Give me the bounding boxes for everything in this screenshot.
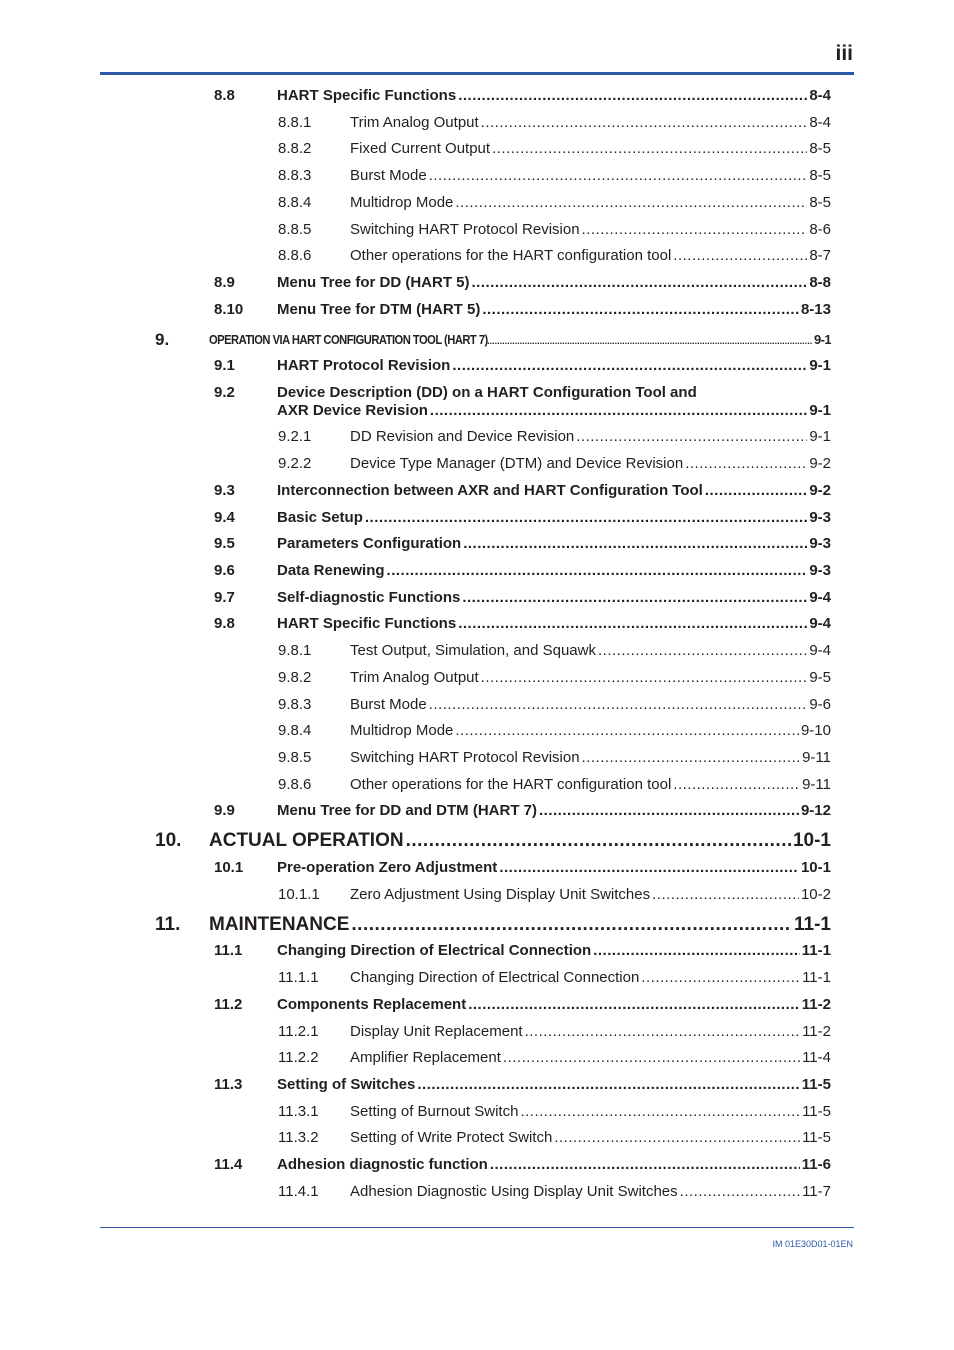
toc-dot-leader	[652, 886, 799, 904]
toc-entry-number: 11.3.1	[278, 1103, 319, 1120]
toc-entry-line	[277, 274, 831, 292]
toc-entry-page: 8-8	[809, 274, 831, 291]
toc-entry-number: 11.2	[214, 996, 243, 1013]
toc-entry-line	[277, 1076, 831, 1094]
toc-dot-leader	[481, 669, 808, 687]
toc-entry-page: 9-3	[809, 535, 831, 552]
toc-entry-page: 10-1	[800, 859, 831, 876]
toc-dot-leader	[452, 357, 807, 375]
toc-entry-title: Other operations for the HART configuration tool	[350, 776, 672, 793]
toc-entry-number: 9.8.5	[278, 749, 312, 766]
toc-entry-line	[277, 482, 831, 500]
toc-entry-title: Changing Direction of Electrical Connection	[350, 969, 640, 986]
toc-entry-number: 9.5	[214, 535, 235, 552]
toc-dot-leader	[455, 194, 807, 212]
toc-dot-leader	[673, 776, 800, 794]
toc-entry-title: Setting of Burnout Switch	[350, 1103, 519, 1120]
toc-entry-line	[209, 914, 831, 936]
toc-dot-leader	[503, 1049, 800, 1067]
toc-entry-number: 11.2.1	[278, 1023, 319, 1040]
toc-entry-number: 9.4	[214, 509, 235, 526]
toc-entry-title: HART Protocol Revision	[277, 357, 451, 374]
toc-entry-title: Data Renewing	[277, 562, 385, 579]
toc-entry-line	[350, 749, 831, 767]
toc-dot-leader	[673, 247, 807, 265]
toc-dot-leader	[641, 969, 800, 987]
toc-entry-line	[350, 1049, 831, 1067]
toc-entry-number: 8.9	[214, 274, 235, 291]
toc-entry-page: 11-7	[802, 1183, 831, 1200]
toc-entry-number: 11.4.1	[278, 1183, 319, 1200]
toc-entry-page: 9-6	[809, 696, 831, 713]
toc-dot-leader	[487, 331, 812, 351]
toc-entry-number: 11.	[155, 914, 181, 935]
toc-entry-number: 11.3.2	[278, 1129, 319, 1146]
toc-entry-title: Menu Tree for DTM (HART 5)	[277, 301, 481, 318]
toc-entry-line	[277, 509, 831, 527]
toc-entry-number: 8.8.6	[278, 247, 312, 264]
toc-entry-line	[277, 615, 831, 633]
toc-dot-leader	[387, 562, 808, 580]
toc-entry-line	[277, 942, 831, 960]
toc-entry-number: 11.4	[214, 1156, 243, 1173]
toc-entry-line	[350, 455, 831, 473]
toc-entry-number: 9.8	[214, 615, 235, 632]
toc-entry-title: Setting of Write Protect Switch	[350, 1129, 553, 1146]
toc-entry-line	[350, 247, 831, 265]
toc-dot-leader	[472, 274, 808, 292]
toc-entry-page: 9-1	[809, 428, 831, 445]
toc-entry-title: Fixed Current Output	[350, 140, 491, 157]
toc-entry-number: 9.8.3	[278, 696, 312, 713]
toc-dot-leader	[685, 455, 807, 473]
toc-dot-leader	[525, 1023, 801, 1041]
toc-entry-line	[277, 589, 831, 607]
toc-entry-line	[350, 428, 831, 446]
toc-entry-page: 9-4	[809, 642, 831, 659]
toc-entry-title: Switching HART Protocol Revision	[350, 749, 580, 766]
toc-entry-page: 11-5	[802, 1129, 831, 1146]
toc-entry-line	[350, 1183, 831, 1201]
toc-entry-page: 9-3	[809, 509, 831, 526]
toc-entry-line	[350, 1023, 831, 1041]
toc-entry-title: Test Output, Simulation, and Squawk	[350, 642, 596, 659]
toc-entry-number: 8.10	[214, 301, 244, 318]
toc-dot-leader	[582, 221, 808, 239]
toc-entry-title: Changing Direction of Electrical Connection	[277, 942, 592, 959]
toc-entry-page: 8-4	[809, 87, 831, 104]
toc-entry-number: 10.1.1	[278, 886, 320, 903]
toc-entry-page: 9-4	[809, 615, 831, 632]
toc-entry-title: ACTUAL OPERATION	[209, 830, 404, 851]
toc-entry-number: 8.8.1	[278, 114, 312, 131]
toc-entry-page: 9-4	[809, 589, 831, 606]
toc-entry-number: 8.8.2	[278, 140, 312, 157]
toc-dot-leader	[481, 114, 808, 132]
toc-dot-leader	[429, 167, 808, 185]
toc-dot-leader	[680, 1183, 800, 1201]
toc-entry-number: 10.1	[214, 859, 244, 876]
toc-entry-page: 11-5	[802, 1103, 831, 1120]
toc-dot-leader	[582, 749, 801, 767]
toc-entry-title: MAINTENANCE	[209, 914, 350, 935]
toc-entry-page: 9-1	[814, 332, 831, 347]
toc-entry-line	[350, 1103, 831, 1121]
toc-entry-title: Interconnection between AXR and HART Configuration Tool	[277, 482, 703, 499]
toc-entry-line	[350, 114, 831, 132]
toc-entry-title: Adhesion Diagnostic Using Display Unit Switches	[350, 1183, 678, 1200]
toc-entry-title: Adhesion diagnostic function	[277, 1156, 488, 1173]
toc-entry-page: 8-5	[809, 194, 831, 211]
toc-entry-page: 8-5	[809, 140, 831, 157]
toc-entry-line	[350, 969, 831, 987]
toc-entry-title: Pre-operation Zero Adjustment	[277, 859, 498, 876]
toc-entry-line	[277, 87, 831, 105]
toc-entry-number: 11.2.2	[278, 1049, 319, 1066]
toc-dot-leader	[468, 996, 800, 1014]
toc-dot-leader	[463, 535, 807, 553]
toc-entry-number: 8.8.4	[278, 194, 312, 211]
toc-entry-title: DD Revision and Device Revision	[350, 428, 575, 445]
toc-entry-page: 11-2	[801, 996, 831, 1013]
page-number: iii	[835, 42, 853, 65]
toc-entry-number: 9.3	[214, 482, 235, 499]
toc-entry-title: Trim Analog Output	[350, 669, 479, 686]
toc-entry-title: Display Unit Replacement	[350, 1023, 523, 1040]
toc-entry-line	[209, 330, 831, 351]
toc-entry-line	[277, 301, 831, 319]
toc-dot-leader	[406, 830, 791, 852]
toc-entry-line	[277, 402, 831, 420]
toc-dot-leader	[520, 1103, 800, 1121]
toc-entry-page: 9-11	[802, 776, 831, 793]
toc-entry-page: 9-2	[809, 482, 831, 499]
toc-entry-number: 9.6	[214, 562, 235, 579]
toc-entry-page: 9-10	[800, 722, 831, 739]
toc-entry-title: Components Replacement	[277, 996, 467, 1013]
toc-dot-leader	[351, 914, 792, 936]
toc-entry-number: 9.8.1	[278, 642, 312, 659]
toc-entry-page: 8-4	[809, 114, 831, 131]
toc-entry-number: 9.7	[214, 589, 235, 606]
toc-entry-line	[350, 221, 831, 239]
toc-entry-line	[277, 535, 831, 553]
toc-entry-title: AXR Device Revision	[277, 402, 428, 419]
toc-entry-title: Menu Tree for DD and DTM (HART 7)	[277, 802, 538, 819]
toc-entry-line	[350, 1129, 831, 1147]
toc-entry-title: Zero Adjustment Using Display Unit Switches	[350, 886, 651, 903]
toc-entry-title: Multidrop Mode	[350, 194, 454, 211]
toc-dot-leader	[429, 696, 808, 714]
toc-entry-number: 11.3	[214, 1076, 243, 1093]
toc-entry-title: HART Specific Functions	[277, 615, 457, 632]
toc-entry-line	[350, 722, 831, 740]
toc-dot-leader	[576, 428, 807, 446]
toc-entry-number: 9.8.6	[278, 776, 312, 793]
toc-entry-line	[350, 167, 831, 185]
toc-entry-line	[350, 194, 831, 212]
toc-entry-title: Trim Analog Output	[350, 114, 479, 131]
toc-dot-leader	[455, 722, 799, 740]
toc-dot-leader	[482, 301, 799, 319]
toc-dot-leader	[430, 402, 807, 420]
toc-dot-leader	[458, 87, 807, 105]
toc-entry-page: 8-13	[800, 301, 831, 318]
toc-entry-line	[350, 642, 831, 660]
footer-rule	[100, 1227, 854, 1228]
toc-entry-title: Switching HART Protocol Revision	[350, 221, 580, 238]
toc-entry-page: 8-7	[809, 247, 831, 264]
toc-entry-number: 11.1	[214, 942, 243, 959]
toc-entry-title: Multidrop Mode	[350, 722, 454, 739]
toc-entry-page: 9-11	[802, 749, 831, 766]
toc-entry-title: Other operations for the HART configuration tool	[350, 247, 672, 264]
toc-entry-line	[350, 140, 831, 158]
toc-entry-title: Device Type Manager (DTM) and Device Revision	[350, 455, 684, 472]
toc-entry-number: 9.8.4	[278, 722, 312, 739]
toc-entry-number: 9.8.2	[278, 669, 312, 686]
toc-entry-number: 8.8.5	[278, 221, 312, 238]
toc-entry-page: 11-1	[801, 942, 831, 959]
toc-entry-page: 9-1	[809, 402, 831, 419]
toc-entry-title: Self-diagnostic Functions	[277, 589, 461, 606]
toc-entry-page: 10-2	[800, 886, 831, 903]
toc-entry-page: 9-12	[800, 802, 831, 819]
toc-entry-page: 11-2	[802, 1023, 831, 1040]
toc-entry-title: Burst Mode	[350, 167, 427, 184]
toc-entry-number: 9.1	[214, 357, 235, 374]
toc-entry-title: HART Specific Functions	[277, 87, 457, 104]
toc-entry-line	[277, 859, 831, 877]
toc-dot-leader	[417, 1076, 799, 1094]
toc-entry-page: 8-5	[809, 167, 831, 184]
toc-entry-number: 9.2.2	[278, 455, 312, 472]
toc-dot-leader	[593, 942, 800, 960]
toc-entry-page: 11-4	[802, 1049, 831, 1066]
toc-entry-line	[350, 696, 831, 714]
toc-entry-number: 9.	[155, 330, 170, 349]
toc-entry-number: 9.2	[214, 384, 235, 401]
toc-entry-title: Menu Tree for DD (HART 5)	[277, 274, 470, 291]
toc-entry-number: 10.	[155, 830, 182, 851]
toc-dot-leader	[490, 1156, 800, 1174]
toc-entry-line	[277, 357, 831, 375]
toc-entry-number: 9.9	[214, 802, 235, 819]
toc-entry-title: Basic Setup	[277, 509, 363, 526]
toc-entry-page: 11-1	[802, 969, 831, 986]
toc-dot-leader	[492, 140, 807, 158]
toc-entry-page: 9-2	[809, 455, 831, 472]
toc-entry-line	[209, 830, 831, 852]
toc-entry-line	[277, 802, 831, 820]
toc-entry-line	[350, 886, 831, 904]
toc-entry-line	[350, 776, 831, 794]
toc-entry-title: Setting of Switches	[277, 1076, 416, 1093]
toc-entry-line	[350, 669, 831, 687]
toc-entry-line	[277, 562, 831, 580]
toc-dot-leader	[462, 589, 807, 607]
toc-entry-line	[277, 1156, 831, 1174]
toc-dot-leader	[499, 859, 799, 877]
toc-dot-leader	[554, 1129, 800, 1147]
toc-entry-page: 9-1	[809, 357, 831, 374]
toc-entry-page: 9-5	[809, 669, 831, 686]
toc-entry-title: Parameters Configuration	[277, 535, 462, 552]
toc-entry-number: 11.1.1	[278, 969, 319, 986]
toc-entry-title: OPERATION VIA HART CONFIGURATION TOOL (HART 7)	[209, 332, 488, 347]
document-id: IM 01E30D01-01EN	[772, 1239, 853, 1249]
toc-entry-title: Burst Mode	[350, 696, 427, 713]
toc-dot-leader	[365, 509, 807, 527]
header-rule	[100, 72, 854, 75]
toc-entry-page: 11-1	[794, 914, 831, 935]
toc-entry-page: 11-6	[801, 1156, 831, 1173]
toc-entry-number: 8.8	[214, 87, 235, 104]
toc-dot-leader	[705, 482, 807, 500]
toc-entry-line	[277, 996, 831, 1014]
toc-dot-leader	[598, 642, 807, 660]
toc-entry-page: 9-3	[809, 562, 831, 579]
toc-entry-number: 8.8.3	[278, 167, 312, 184]
toc-entry-page: 8-6	[809, 221, 831, 238]
toc-entry-title-line1: Device Description (DD) on a HART Configuration Tool and	[277, 384, 697, 401]
toc-entry-page: 11-5	[801, 1076, 831, 1093]
toc-dot-leader	[458, 615, 807, 633]
toc-entry-title: Amplifier Replacement	[350, 1049, 501, 1066]
toc-entry-number: 9.2.1	[278, 428, 312, 445]
toc-entry-page: 10-1	[792, 830, 831, 851]
toc-dot-leader	[539, 802, 799, 820]
